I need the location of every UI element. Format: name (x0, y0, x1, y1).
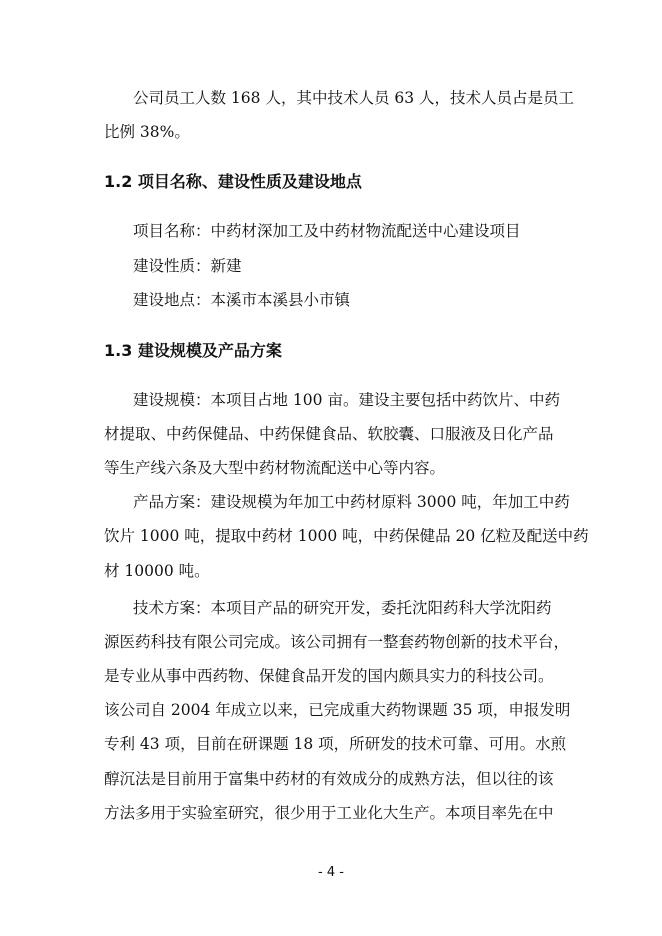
technology-line-5: 专利 43 项，目前在研课题 18 项，所研发的技术可靠、可用。水煎 (104, 735, 567, 753)
scale-line-2: 材提取、中药保健品、中药保健食品、软胶囊、口服液及日化产品 (104, 425, 554, 443)
product-line-1: 产品方案：建设规模为年加工中药材原料 3000 吨，年加工中药 (133, 493, 570, 511)
product-line-3: 材 10000 吨。 (104, 562, 210, 580)
paragraph-staff-line-1: 公司员工人数 168 人，其中技术人员 63 人，技术人员占是员工 (133, 89, 575, 107)
section-heading-1-2: 1.2 项目名称、建设性质及建设地点 (104, 172, 362, 191)
project-location: 建设地点：本溪市本溪县小市镇 (133, 291, 351, 309)
technology-line-3: 是专业从事中西药物、保健食品开发的国内颇具实力的科技公司。 (104, 667, 554, 685)
paragraph-staff-line-2: 比例 38%。 (104, 123, 190, 141)
scale-line-1: 建设规模：本项目占地 100 亩。建设主要包括中药饮片、中药 (133, 391, 560, 409)
scale-line-3: 等生产线六条及大型中药材物流配送中心等内容。 (104, 459, 446, 477)
product-line-2: 饮片 1000 吨，提取中药材 1000 吨，中药保健品 20 亿粒及配送中药 (104, 527, 589, 545)
technology-line-4: 该公司自 2004 年成立以来，已完成重大药物课题 35 项，申报发明 (104, 701, 571, 719)
project-name: 项目名称：中药材深加工及中药材物流配送中心建设项目 (133, 222, 521, 240)
technology-line-1: 技术方案：本项目产品的研究开发，委托沈阳药科大学沈阳药 (133, 599, 552, 617)
section-heading-1-3: 1.3 建设规模及产品方案 (104, 341, 282, 360)
technology-line-2: 源医药科技有限公司完成。该公司拥有一整套药物创新的技术平台， (104, 633, 570, 651)
technology-line-6: 醇沉法是目前用于富集中药材的有效成分的成熟方法，但以往的该 (104, 770, 554, 788)
page-number: - 4 - (318, 865, 344, 880)
technology-line-7: 方法多用于实验室研究，很少用于工业化大生产。本项目率先在中 (104, 804, 554, 822)
project-nature: 建设性质：新建 (133, 257, 242, 275)
